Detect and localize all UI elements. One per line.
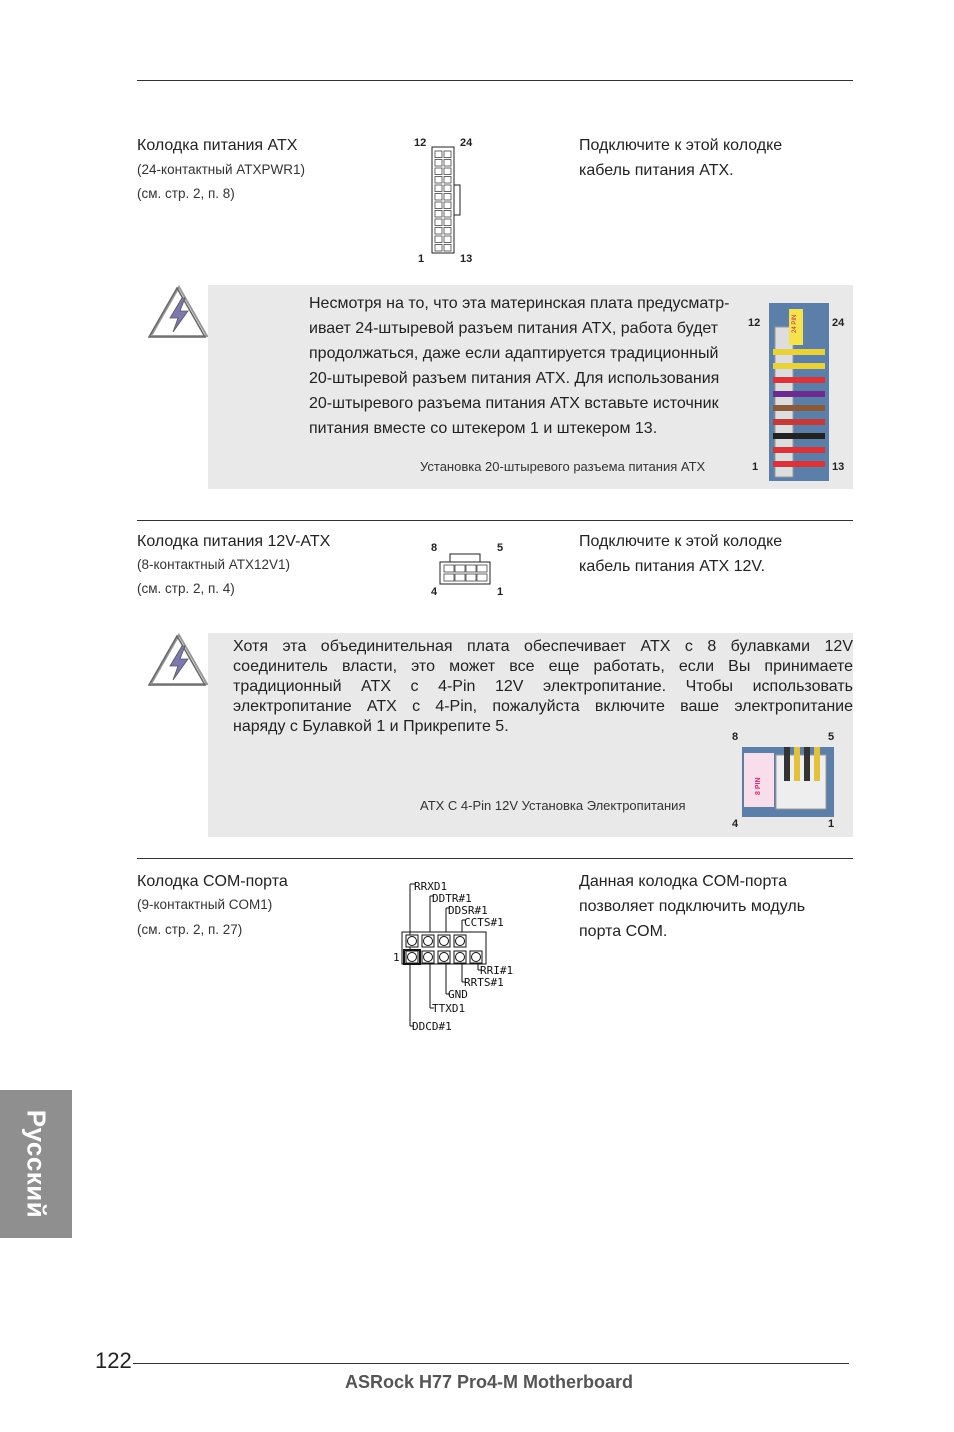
atx12v-pin-label-bl: 4 xyxy=(431,586,438,598)
atx12v-note-line: соединитель власти, это может все еще работать, если Вы принимаете xyxy=(233,658,853,675)
atx-pin-label-br: 13 xyxy=(460,253,473,265)
atx-pin-label-bl: 1 xyxy=(418,253,425,265)
atx12v-note-box xyxy=(208,633,853,837)
atx12v-pin-label-tl: 8 xyxy=(431,542,438,554)
com-label-rri1: RRI#1 xyxy=(480,964,514,977)
atx-note-line: 20-штыревого разъема питания ATX вставьте источник xyxy=(309,395,719,412)
atx12v-pin-label-tr: 5 xyxy=(497,542,504,554)
atx12v-pins: (8-контактный ATX12V1) xyxy=(137,557,291,572)
atx-24pin-diagram xyxy=(410,135,490,270)
language-side-tab-label: Русский xyxy=(21,1109,52,1219)
atx12v-note-text xyxy=(233,637,853,717)
atx12v-note-last-line: наряду с Булавкой 1 и Прикрепите 5. xyxy=(233,718,509,735)
atx-note-caption: Установка 20-штыревого разъема питания ATX xyxy=(420,459,706,474)
language-side-tab xyxy=(0,1090,72,1238)
com-label-ccts1: CCTS#1 xyxy=(464,916,504,929)
atx-note-line: 20-штыревой разъем питания ATX. Для использования xyxy=(309,370,720,387)
com-9pin-diagram xyxy=(392,878,522,1033)
com-pin1-label: 1 xyxy=(393,951,400,964)
com-label-gnd: GND xyxy=(448,988,468,1001)
atx-note-text xyxy=(309,291,759,441)
atx-note-line: Несмотря на то, что эта материнская плата предусматр- xyxy=(309,295,730,312)
atx12v-desc-line2: кабель питания ATX 12V. xyxy=(579,558,766,575)
atx12v-8pin-connector-icon xyxy=(438,552,494,586)
atx12v-photo-pin-text: 8 PIN xyxy=(755,777,762,795)
com-label-ttxd1: TTXD1 xyxy=(432,1002,466,1015)
atx12v-note-line: Хотя эта объединительная плата обеспечивает ATX с 8 булавками 12V xyxy=(233,638,853,655)
section-rule-com xyxy=(137,858,853,859)
atx-title: Колодка питания ATX xyxy=(137,137,298,154)
atx-desc-line1: Подключите к этой колодке xyxy=(579,137,783,154)
com-desc-line3: порта COM. xyxy=(579,923,668,940)
atx12v-photo-label-tl: 8 xyxy=(732,731,739,743)
top-rule xyxy=(137,80,853,81)
atx-20pin-photo xyxy=(769,303,829,481)
atx12v-note-caption: ATX С 4-Pin 12V Установка Электропитания xyxy=(420,798,686,813)
atx12v-photo-label-br: 1 xyxy=(828,818,835,830)
com-title: Колодка COM-порта xyxy=(137,873,288,890)
com-label-ddsr1: DDSR#1 xyxy=(448,904,488,917)
com-ref: (см. стр. 2, п. 27) xyxy=(137,922,243,937)
atx-note-line: продолжаться, даже если адаптируется традиционный xyxy=(309,345,719,362)
footer-rule xyxy=(133,1363,849,1364)
com-desc-line2: позволяет подключить модуль xyxy=(579,898,806,915)
com-label-ddcd1: DDCD#1 xyxy=(412,1020,452,1033)
atx12v-note-line: электропитание ATX с 4-Pin, пожалуйста включите ваше электропитание xyxy=(233,698,853,715)
atx-photo-label-bl: 1 xyxy=(752,461,759,473)
atx-photo-label-br: 13 xyxy=(832,461,845,473)
atx12v-4pin-photo xyxy=(742,747,834,817)
atx-24pin-connector-icon xyxy=(430,145,466,255)
atx-photo-label-tr: 24 xyxy=(832,317,845,329)
atx12v-8pin-diagram xyxy=(428,540,518,600)
atx12v-note-line: традиционный ATX с 4-Pin 12V электропитание. Чтобы использовать xyxy=(233,678,853,695)
com-desc-line1: Данная колодка COM-порта xyxy=(579,873,788,890)
atx-pins: (24-контактный ATXPWR1) xyxy=(137,162,306,177)
page-number: 122 xyxy=(95,1348,132,1373)
com-pins: (9-контактный COM1) xyxy=(137,897,273,912)
atx-ref: (см. стр. 2, п. 8) xyxy=(137,186,235,201)
atx-photo-label-tl: 12 xyxy=(748,317,761,329)
atx-photo-pin-text: 24 PIN xyxy=(792,314,798,333)
atx-note-line: ивает 24-штыревой разъем питания ATX, работа будет xyxy=(309,320,719,337)
com-label-ddtr1: DDTR#1 xyxy=(432,892,472,905)
com-label-rrts1: RRTS#1 xyxy=(464,976,504,989)
footer-title: ASRock H77 Pro4-M Motherboard xyxy=(345,1372,634,1392)
atx12v-photo-label-tr: 5 xyxy=(828,731,835,743)
atx-note-line: питания вместе со штекером 1 и штекером 13. xyxy=(309,420,658,437)
atx12v-pin-label-br: 1 xyxy=(497,586,504,598)
section-rule-atx12v xyxy=(137,520,853,521)
atx-note-box xyxy=(208,285,853,489)
com-label-rrxd1: RRXD1 xyxy=(414,880,448,893)
atx12v-title: Колодка питания 12V-ATX xyxy=(137,533,331,550)
warning-icon xyxy=(148,284,210,340)
warning-icon xyxy=(148,632,210,688)
atx-pin-label-tl: 12 xyxy=(414,137,427,149)
atx-pin-label-tr: 24 xyxy=(460,137,473,149)
atx12v-photo-label-bl: 4 xyxy=(732,818,739,830)
atx12v-desc-line1: Подключите к этой колодке xyxy=(579,533,783,550)
atx-desc-line2: кабель питания ATX. xyxy=(579,162,734,179)
atx12v-ref: (см. стр. 2, п. 4) xyxy=(137,581,235,596)
